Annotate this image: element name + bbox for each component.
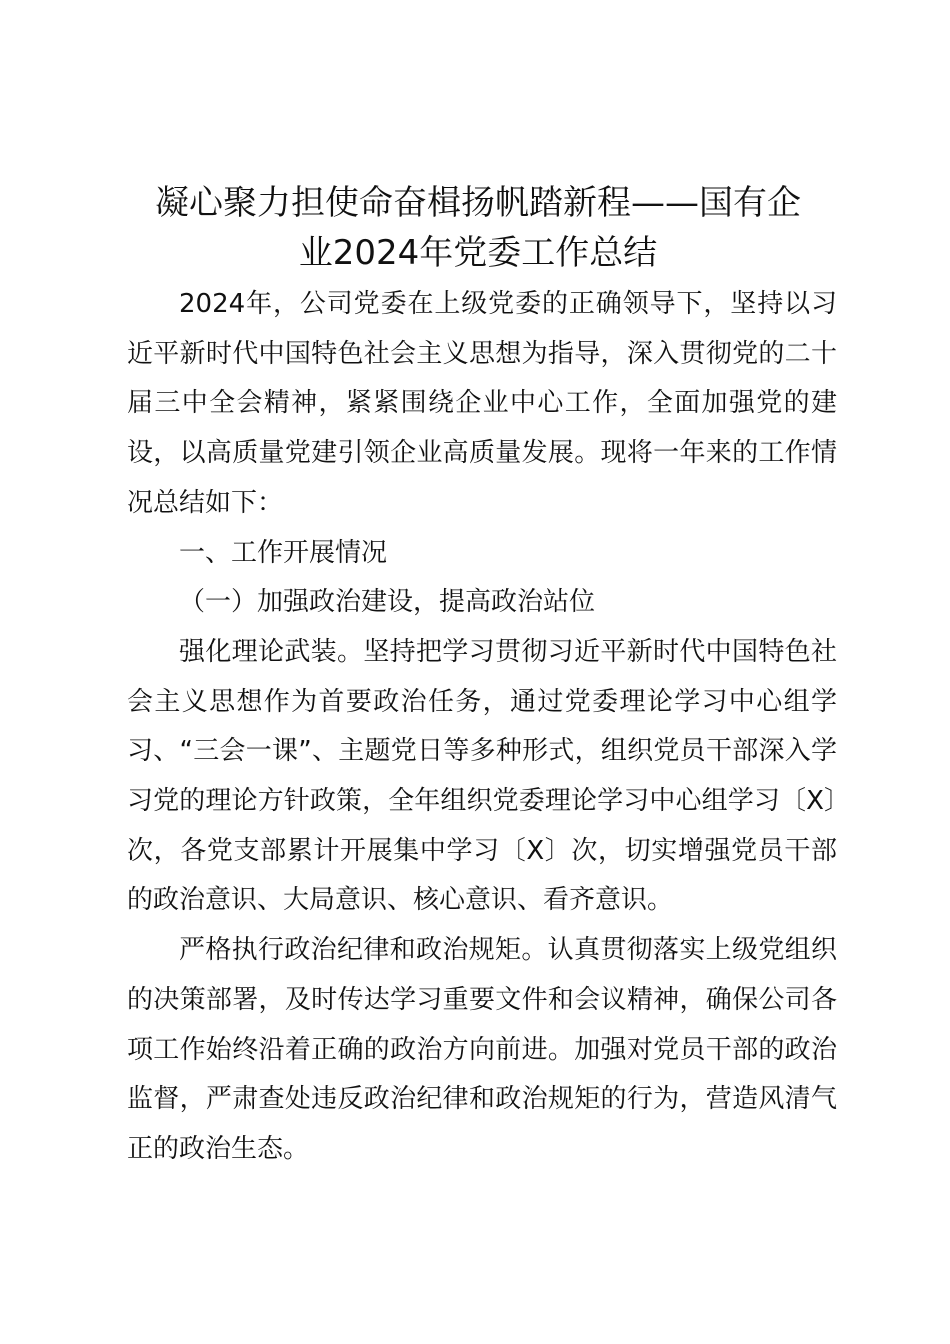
section-heading: 一、工作开展情况 bbox=[179, 537, 388, 568]
theory-study-paragraph: 强化理论武装。坚持把学习贯彻习近平新时代中国特色社会主义思想作为首要政治任务，通过党委理论学习中心组学习、“三会一课”、主题党日等多种形式，组织党员干部深入学习党的理论方针政策，全年组织党委理论学习中心组学习〔X〕次，各党支部累计开展集中学习〔X〕次，切实增强党员干部的政治意识、大局意识、核心意识、看齐意识。 bbox=[127, 636, 837, 916]
political-discipline-paragraph: 严格执行政治纪律和政治规矩。认真贯彻落实上级党组织的决策部署，及时传达学习重要文件和会议精神，确保公司各项工作始终沿着正确的政治方向前进。加强对党员干部的政治监督，严肃查处违反政治纪律和政治规矩的行为，营造风清气正的政治生态。 bbox=[127, 935, 837, 1164]
document-title bbox=[128, 178, 828, 278]
document-title-line-2: 业2024年党委工作总结 bbox=[298, 233, 658, 273]
document-body bbox=[127, 280, 837, 1175]
document-title-line-1: 凝心聚力担使命奋楫扬帆踏新程——国有企 bbox=[155, 183, 801, 223]
intro-paragraph: 2024年，公司党委在上级党委的正确领导下，坚持以习近平新时代中国特色社会主义思想为指导，深入贯彻党的二十届三中全会精神，紧紧围绕企业中心工作，全面加强党的建设，以高质量党建引领企业高质量发展。现将一年来的工作情况总结如下： bbox=[127, 289, 837, 518]
subsection-heading: （一）加强政治建设，提高政治站位 bbox=[179, 587, 596, 618]
